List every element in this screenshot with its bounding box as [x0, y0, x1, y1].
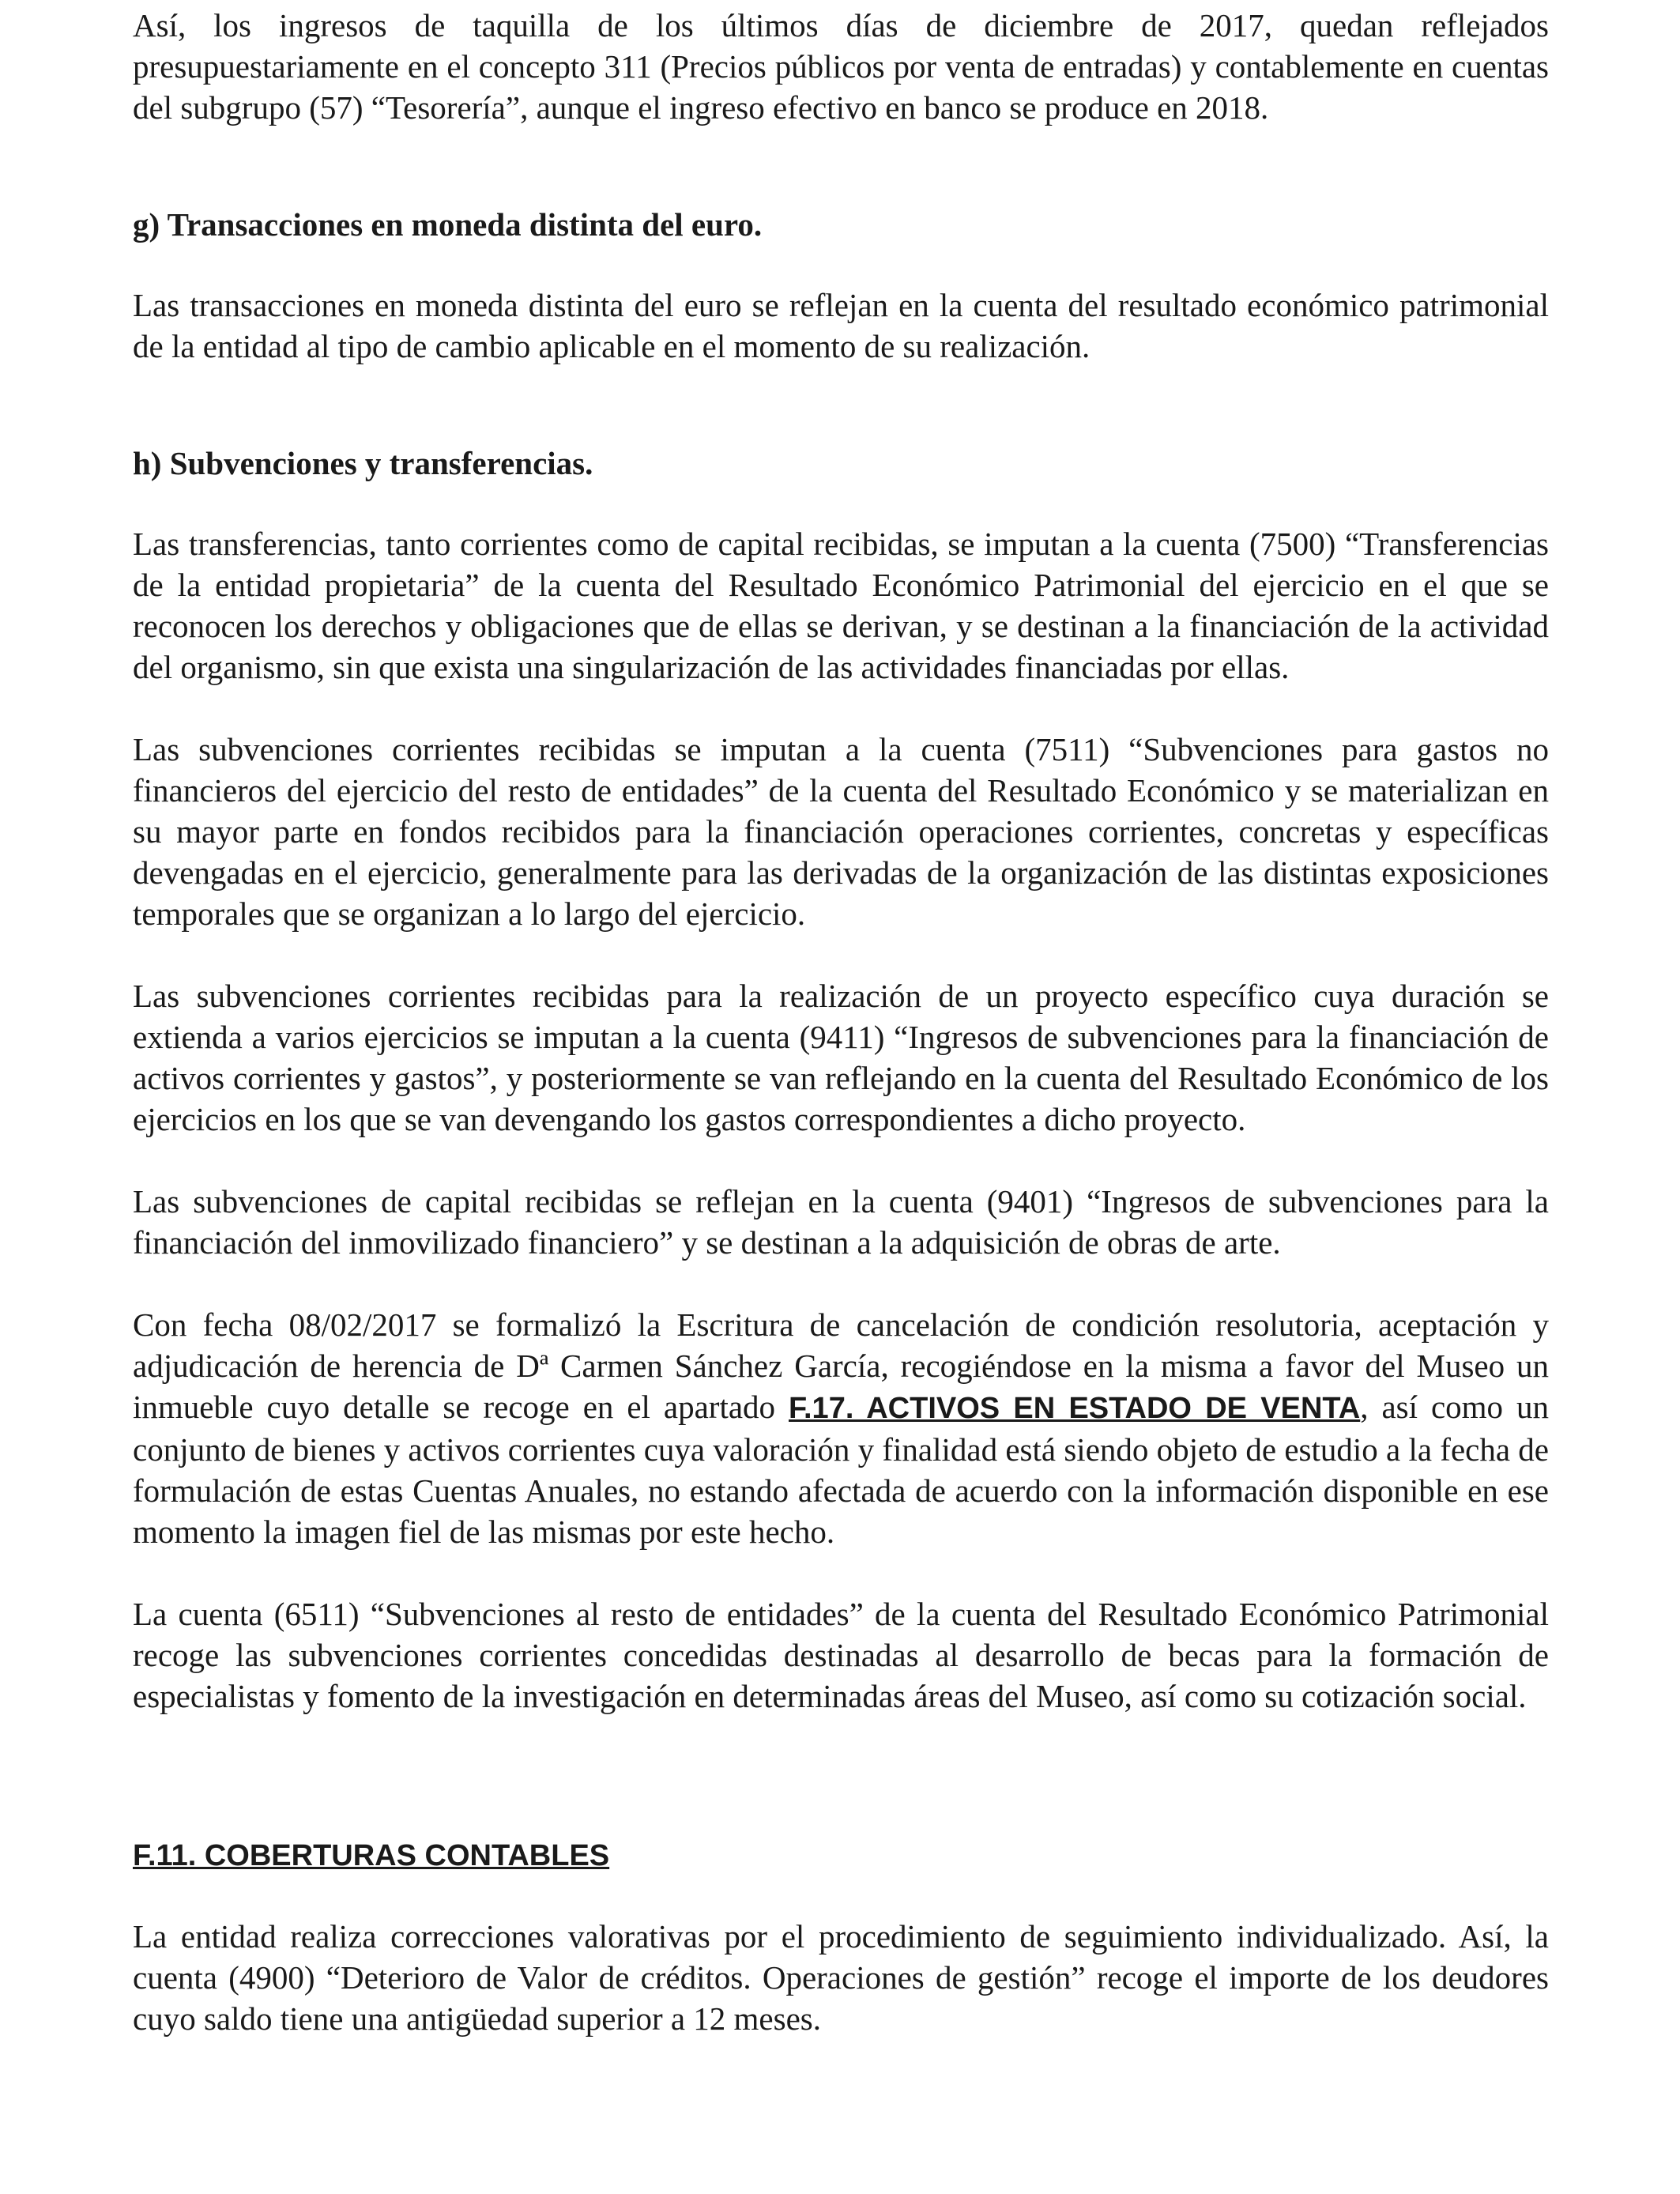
paragraph-inheritance-text-end: , así como un conjunto de bienes y activos corrientes cuya valoración y finalidad está siendo objeto de estudio a la fecha de formulación de estas Cuentas Anuales, no estando afectada de acuerdo con la información disponible en ese momento la imagen fiel de las mismas por este hecho.: [133, 1389, 1550, 1550]
paragraph-inheritance: [133, 1304, 1549, 1552]
section-reference-link[interactable]: F.17. ACTIVOS EN ESTADO DE VENTA: [789, 1392, 1361, 1425]
paragraph-multiyear-grants: Las subvenciones corrientes recibidas para la realización de un proyecto específico cuya duración se extienda a varios ejercicios se imputan a la cuenta (9411) “Ingresos de subvenciones para la financiación de activos corrientes y gastos”, y posteriormente se van reflejando en la cuenta del Resultado Económico de los ejercicios en los que se van devengando los gastos correspondientes a dicho proyecto.: [133, 978, 1549, 1137]
paragraph-granted-subsidies: La cuenta (6511) “Subvenciones al resto de entidades” de la cuenta del Resultado Económico Patrimonial recoge las subvenciones corrientes concedidas destinadas al desarrollo de becas para la formación de especialistas y fomento de la investigación en determinadas áreas del Museo, así como su cotización social.: [133, 1596, 1549, 1714]
paragraph-transfers: Las transferencias, tanto corrientes como de capital recibidas, se imputan a la cuenta (7500) “Transferencias de la entidad propietaria” de la cuenta del Resultado Económico Patrimonial del ejercicio en el que se reconocen los derechos y obligaciones que de ellas se derivan, y se destinan a la financiación de la actividad del organismo, sin que exista una singularización de las actividades financiadas por ellas.: [133, 526, 1549, 685]
heading-accounting-hedges: F.11. COBERTURAS CONTABLES: [133, 1839, 610, 1872]
paragraph-ticket-income: Así, los ingresos de taquilla de los últimos días de diciembre de 2017, quedan reflejados presupuestariamente en el concepto 311 (Precios públicos por venta de entradas) y contablemente en cuentas del subgrupo (57) “Tesorería”, aunque el ingreso efectivo en banco se produce en 2018.: [133, 7, 1549, 126]
document-page: [133, 0, 1549, 2039]
paragraph-capital-grants: Las subvenciones de capital recibidas se reflejan en la cuenta (9401) “Ingresos de subvenciones para la financiación del inmovilizado financiero” y se destinan a la adquisición de obras de arte.: [133, 1183, 1549, 1261]
paragraph-inheritance-text-start: Con fecha 08/02/2017 se formalizó la Escritura de cancelación de condición resolutoria, aceptación y adjudicación de herencia de Dª Carmen Sánchez García, recogiéndose en la misma a favor del Museo un inmueble cuyo detalle se recoge en el apartado: [133, 1306, 1549, 1425]
paragraph-current-grants: Las subvenciones corrientes recibidas se imputan a la cuenta (7511) “Subvenciones para gastos no financieros del ejercicio del resto de entidades” de la cuenta del Resultado Económico y se materializan en su mayor parte en fondos recibidos para la financiación operaciones corrientes, concretas y específicas devengadas en el ejercicio, generalmente para las derivadas de la organización de las distintas exposiciones temporales que se organizan a lo largo del ejercicio.: [133, 731, 1549, 932]
paragraph-foreign-currency: Las transacciones en moneda distinta del euro se reflejan en la cuenta del resultado económico patrimonial de la entidad al tipo de cambio aplicable en el momento de su realización.: [133, 287, 1549, 364]
paragraph-accounting-hedges: La entidad realiza correcciones valorativas por el procedimiento de seguimiento individualizado. Así, la cuenta (4900) “Deterioro de Valor de créditos. Operaciones de gestión” recoge el importe de los deudores cuyo saldo tiene una antigüedad superior a 12 meses.: [133, 1918, 1549, 2037]
heading-grants-transfers: h) Subvenciones y transferencias.: [133, 445, 593, 481]
heading-foreign-currency: g) Transacciones en moneda distinta del euro.: [133, 206, 763, 243]
